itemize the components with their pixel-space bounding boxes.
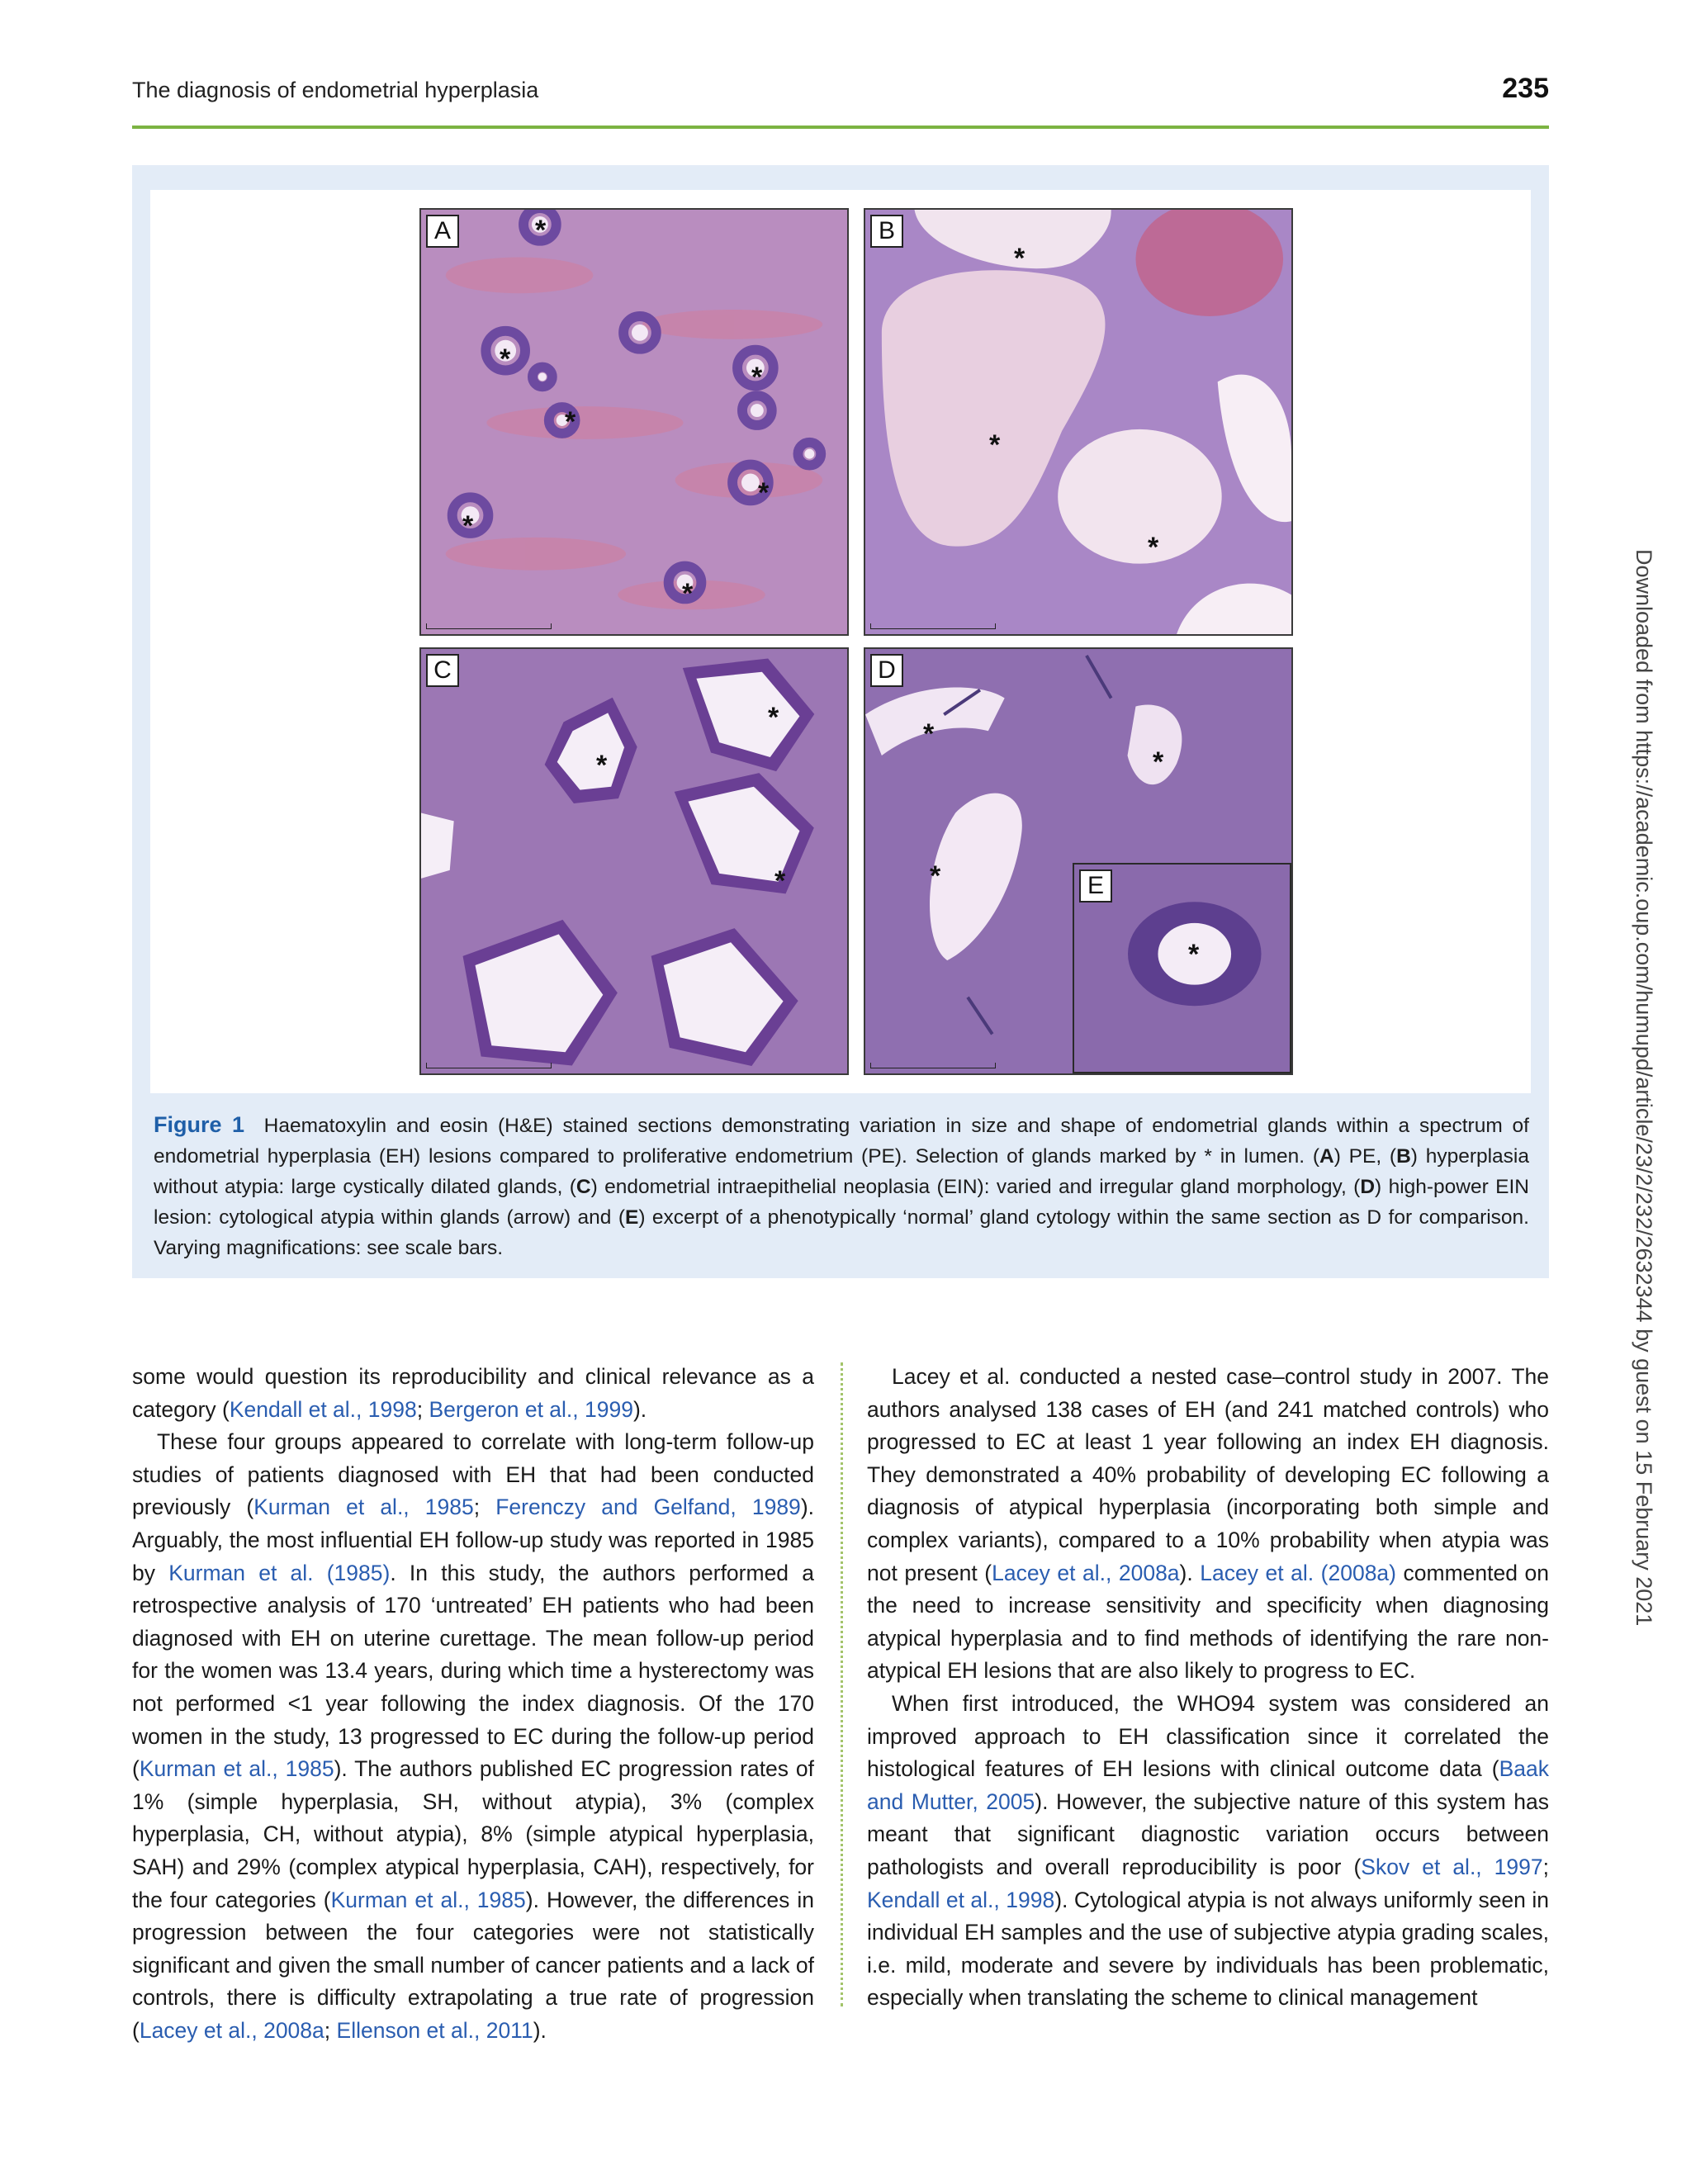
body-text: ). (632, 1396, 647, 1422)
body-text: commented on the need to increase sensitivity and specificity when diagnosing atypical hyperplasia and to find methods of identifying the rare non-atypical EH lesions that are also likely to progress to EC. (867, 1560, 1549, 1684)
running-header (132, 73, 1549, 129)
body-text: ). Arguably, the most influential EH follow-up study was reported in 1985 by (132, 1495, 814, 1585)
gland-marker: * (1188, 939, 1200, 970)
gland-marker: * (989, 429, 1001, 461)
body-text: ). (1179, 1560, 1201, 1585)
citation-link[interactable]: Kurman et al., 1985 (139, 1756, 334, 1782)
scale-bar (870, 623, 996, 629)
figure-label: Figure 1 (154, 1112, 245, 1137)
caption-text: Haematoxylin and eosin (H&E) stained sections demonstrating variation in size and shape of endometrial glands within a spectrum of endometrial hyperplasia (EH) lesions compared to proliferative endometrium (PE). Selection of glands marked by * in lumen. ( (154, 1115, 1529, 1168)
paragraph (132, 1361, 814, 1426)
page-number: 235 (1502, 73, 1549, 104)
gland-marker: * (500, 343, 511, 375)
micrograph-panel-c (419, 647, 849, 1075)
citation-link[interactable]: Lacey et al., 2008a (992, 1560, 1180, 1585)
histology-image-a (421, 210, 847, 634)
caption-panel-ref: A (1319, 1145, 1334, 1168)
figure-image-area (150, 190, 1531, 1093)
body-text: . In this study, the authors performed a retrospective analysis of 170 ‘untreated’ EH patients who had been diagnosed with EH on uterine curettage. The mean follow-up period for the women was 13.4 years, during which time a hysterectomy was not performed <1 year following the index diagnosis. Of the 170 women in the study, 13 progressed to EC during the follow-up period ( (132, 1560, 814, 1782)
citation-link[interactable]: Lacey et al., 2008a (139, 2017, 324, 2043)
gland-marker: * (774, 865, 786, 897)
figure-caption (154, 1110, 1529, 1263)
citation-link[interactable]: Ellenson et al., 2011 (336, 2017, 533, 2043)
caption-text: ) hyperplasia without atypia: large cystically dilated glands, ( (154, 1145, 1530, 1198)
body-text: ). The authors published EC progression rates of 1% (simple hyperplasia, SH, without atypia), 3% (complex hyperplasia, CH, without atypia), 8% (simple atypical hyperplasia, SAH) and 29% (complex atypical hyperplasia, CAH), respectively, for the four categories ( (132, 1756, 814, 1912)
histology-image-b (865, 210, 1291, 634)
micrograph-panel-a (419, 208, 849, 636)
gland-marker: * (565, 406, 576, 438)
caption-text: ) PE, ( (1333, 1145, 1397, 1168)
micrograph-panel-d (864, 647, 1293, 1075)
body-text: ). Cytological atypia is not always uniformly seen in individual EH samples and the use of subjective atypia grading scales, i.e. mild, moderate and severe by individuals has been problematic, especially when translating the scheme to clinical management (867, 1887, 1549, 2011)
micrograph-panel-b (864, 208, 1293, 636)
gland-marker: * (682, 578, 694, 609)
caption-panel-ref: C (576, 1176, 591, 1198)
paragraph (867, 1688, 1549, 2015)
gland-marker: * (758, 477, 770, 509)
gland-marker: * (462, 510, 474, 542)
download-note: Downloaded from https://academic.oup.com/humupd/article/23/2/232/2632344 by guest on 15 February 2021 (1632, 549, 1656, 1627)
panel-label-d: D (870, 654, 903, 687)
panel-label-b: B (870, 215, 903, 248)
body-text: ). However, the differences in progression between the four categories were not statistically significant and given the small number of cancer patients and a lack of controls, there is difficulty extrapolating a true rate of progression ( (132, 1887, 815, 2043)
caption-panel-ref: D (1360, 1176, 1376, 1198)
caption-text: ) excerpt of a phenotypically ‘normal’ gland cytology within the same section as D for comparison. Varying magnifications: see scale bars. (154, 1206, 1529, 1259)
gland-marker: * (596, 750, 608, 781)
gland-marker: * (923, 718, 935, 750)
paragraph (867, 1361, 1549, 1688)
citation-link[interactable]: Kurman et al. (1985) (168, 1560, 391, 1585)
citation-link[interactable]: Kurman et al., 1985 (253, 1495, 474, 1520)
left-column (132, 1361, 814, 2047)
gland-marker: * (1148, 532, 1159, 563)
scale-bar (426, 1063, 552, 1068)
body-text: When first introduced, the WHO94 system was considered an improved approach to EH classification since it correlated the histological features of EH lesions with clinical outcome data ( (867, 1690, 1549, 1782)
body-text: ; (324, 2017, 337, 2043)
body-text: ). However, the subjective nature of this system has meant that significant diagnostic variation occurs between pathologists and overall reproducibility is poor ( (867, 1788, 1549, 1879)
body-text: ). (533, 2017, 547, 2043)
histology-image-c (421, 649, 847, 1073)
gland-marker: * (1153, 746, 1164, 778)
citation-link[interactable]: Ferenczy and Gelfand, 1989 (495, 1495, 801, 1520)
caption-text: ) endometrial intraepithelial neoplasia (EIN): varied and irregular gland morphology, ( (590, 1176, 1361, 1198)
body-text: some would question its reproducibility and clinical relevance as a category ( (132, 1364, 814, 1422)
citation-link[interactable]: Lacey et al. (2008a) (1200, 1560, 1396, 1585)
body-text: Lacey et al. conducted a nested case–control study in 2007. The authors analysed 138 cases of EH (and 241 matched controls) who progressed to EC at least 1 year following an index EH diagnosis. They demonstrated a 40% probability of developing EC following a diagnosis of atypical hyperplasia (incorporating both simple and complex variants), compared to a 10% probability when atypia was not present ( (867, 1364, 1549, 1585)
gland-marker: * (1014, 243, 1025, 274)
running-title: The diagnosis of endometrial hyperplasia (132, 78, 539, 102)
figure-1 (132, 165, 1549, 1278)
body-text: ; (473, 1495, 496, 1520)
caption-text: ) high-power EIN lesion: cytological atypia within glands (arrow) and ( (154, 1176, 1529, 1229)
scale-bar (426, 623, 552, 629)
gland-marker: * (535, 215, 547, 246)
gland-marker: * (751, 362, 763, 393)
gland-marker: * (930, 860, 941, 892)
body-text: These four groups appeared to correlate with long-term follow-up studies of patients diagnosed with EH that had been conducted previously ( (132, 1429, 814, 1520)
scale-bar (870, 1063, 996, 1068)
citation-link[interactable]: Kendall et al., 1998 (229, 1396, 417, 1422)
panel-label-e: E (1079, 869, 1112, 902)
micrograph-panel-e (1073, 863, 1291, 1073)
citation-link[interactable]: Bergeron et al., 1999 (429, 1396, 633, 1422)
right-column (867, 1361, 1549, 2015)
body-text: ; (1542, 1854, 1550, 1879)
caption-panel-ref: B (1396, 1145, 1411, 1168)
body-text: ; (416, 1396, 429, 1422)
column-divider (841, 1362, 843, 2006)
citation-link[interactable]: Kurman et al., 1985 (330, 1887, 526, 1912)
panel-label-a: A (426, 215, 459, 248)
citation-link[interactable]: Baak and Mutter, 2005 (867, 1756, 1549, 1814)
paragraph (132, 1426, 814, 2047)
citation-link[interactable]: Kendall et al., 1998 (867, 1887, 1055, 1912)
gland-marker: * (768, 702, 779, 733)
citation-link[interactable]: Skov et al., 1997 (1361, 1854, 1543, 1879)
panel-label-c: C (426, 654, 459, 687)
caption-panel-ref: E (624, 1206, 639, 1229)
